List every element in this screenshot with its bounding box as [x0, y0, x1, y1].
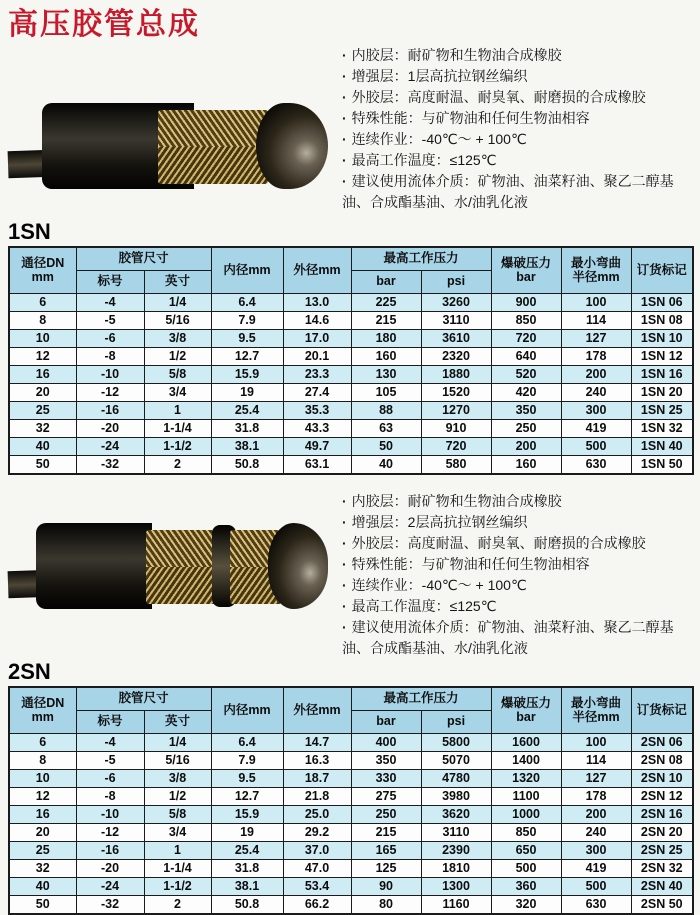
table-cell: 1	[144, 841, 211, 859]
col-header-outer-dia: 外径mm	[283, 687, 351, 734]
table-cell: 7.9	[211, 311, 283, 329]
table-cell: 6	[9, 733, 76, 751]
section-1sn	[8, 45, 692, 475]
table-cell: 1-1/4	[144, 859, 211, 877]
table-row	[9, 347, 693, 365]
table-cell: 215	[351, 823, 421, 841]
table-cell: 2320	[421, 347, 491, 365]
table-cell: 850	[491, 311, 561, 329]
table-cell: 16	[9, 805, 76, 823]
table-cell: 240	[561, 383, 631, 401]
col-header-dn: 通径DN mm	[9, 247, 76, 294]
col-header-inner-dia: 内径mm	[211, 687, 283, 734]
table-cell: 125	[351, 859, 421, 877]
table-cell: 2SN 40	[631, 877, 693, 895]
table-cell: 420	[491, 383, 561, 401]
col-header-psi: psi	[421, 710, 491, 733]
table-cell: 419	[561, 859, 631, 877]
spec-bullet: · 连续作业：-40℃～ + 100℃	[342, 129, 692, 150]
table-cell: 53.4	[283, 877, 351, 895]
col-header-bar: bar	[351, 270, 421, 293]
table-cell: 5070	[421, 751, 491, 769]
table-cell: 630	[561, 455, 631, 474]
table-cell: 225	[351, 293, 421, 311]
col-header-bend-radius: 最小弯曲 半径mm	[561, 247, 631, 294]
table-cell: 3610	[421, 329, 491, 347]
table-cell: 63	[351, 419, 421, 437]
table-row	[9, 401, 693, 419]
spec-bullets-2sn	[340, 491, 692, 659]
col-header-hose-size: 胶管尺寸	[76, 247, 211, 271]
table-cell: -4	[76, 733, 144, 751]
table-cell: 12	[9, 347, 76, 365]
table-cell: 114	[561, 751, 631, 769]
table-cell: 3110	[421, 823, 491, 841]
spec-table-2sn	[8, 686, 694, 915]
table-cell: 850	[491, 823, 561, 841]
table-row	[9, 859, 693, 877]
table-cell: 500	[491, 859, 561, 877]
table-cell: 12.7	[211, 347, 283, 365]
table-cell: -5	[76, 311, 144, 329]
table-cell: 300	[561, 841, 631, 859]
table-cell: 178	[561, 347, 631, 365]
table-cell: 38.1	[211, 437, 283, 455]
table-cell: 900	[491, 293, 561, 311]
table-cell: 330	[351, 769, 421, 787]
table-cell: 20	[9, 383, 76, 401]
table-cell: -12	[76, 383, 144, 401]
table-row	[9, 841, 693, 859]
table-cell: 12.7	[211, 787, 283, 805]
table-cell: 15.9	[211, 365, 283, 383]
table-cell: 1SN 10	[631, 329, 693, 347]
table-cell: 17.0	[283, 329, 351, 347]
col-header-dash-no: 标号	[76, 270, 144, 293]
section-label-2sn: 2SN	[8, 658, 51, 684]
table-cell: 1000	[491, 805, 561, 823]
table-cell: 650	[491, 841, 561, 859]
table-cell: 25	[9, 401, 76, 419]
table-cell: 580	[421, 455, 491, 474]
hose-outer-rubber	[36, 523, 152, 609]
table-cell: 178	[561, 787, 631, 805]
table-cell: 50	[351, 437, 421, 455]
table-cell: 520	[491, 365, 561, 383]
col-header-burst-pressure: 爆破压力 bar	[491, 687, 561, 734]
table-cell: 5/8	[144, 805, 211, 823]
table-cell: 25.0	[283, 805, 351, 823]
table-cell: 88	[351, 401, 421, 419]
table-cell: 25.4	[211, 841, 283, 859]
table-cell: 1SN 12	[631, 347, 693, 365]
table-cell: 47.0	[283, 859, 351, 877]
table-cell: 4780	[421, 769, 491, 787]
table-cell: 180	[351, 329, 421, 347]
table-cell: 630	[561, 895, 631, 914]
table-cell: 215	[351, 311, 421, 329]
col-header-outer-dia: 外径mm	[283, 247, 351, 294]
hose-illustration-1sn	[8, 81, 330, 219]
table-cell: 9.5	[211, 329, 283, 347]
table-cell: 720	[491, 329, 561, 347]
table-cell: 240	[561, 823, 631, 841]
table-cell: 640	[491, 347, 561, 365]
table-cell: 3110	[421, 311, 491, 329]
table-cell: -8	[76, 787, 144, 805]
table-cell: 1600	[491, 733, 561, 751]
spec-bullet: · 内胶层：耐矿物和生物油合成橡胶	[342, 45, 692, 66]
table-cell: 2SN 16	[631, 805, 693, 823]
spec-bullet: · 建议使用流体介质：矿物油、油菜籽油、聚乙二醇基油、合成酯基油、水/油乳化液	[342, 617, 692, 659]
table-cell: 200	[491, 437, 561, 455]
table-cell: 2SN 25	[631, 841, 693, 859]
table-cell: -6	[76, 769, 144, 787]
table-row	[9, 365, 693, 383]
table-cell: 50.8	[211, 455, 283, 474]
table-header	[9, 247, 693, 294]
table-cell: 360	[491, 877, 561, 895]
table-cell: 275	[351, 787, 421, 805]
table-cell: -20	[76, 419, 144, 437]
col-header-inch: 英寸	[144, 270, 211, 293]
spec-bullet: · 增强层：1层高抗拉钢丝编织	[342, 66, 692, 87]
table-cell: 1270	[421, 401, 491, 419]
table-cell: 35.3	[283, 401, 351, 419]
table-cell: 6	[9, 293, 76, 311]
table-cell: 1SN 06	[631, 293, 693, 311]
hose-end-cap	[256, 103, 328, 189]
table-cell: 160	[351, 347, 421, 365]
table-cell: -20	[76, 859, 144, 877]
table-cell: 12	[9, 787, 76, 805]
col-header-inch: 英寸	[144, 710, 211, 733]
table-cell: 105	[351, 383, 421, 401]
page-title: 高压胶管总成	[8, 8, 200, 41]
spec-table-1sn	[8, 246, 694, 475]
hose-photo-2sn	[8, 491, 340, 639]
table-cell: 1400	[491, 751, 561, 769]
spec-bullets-1sn	[340, 45, 692, 213]
hose-braid-layer	[158, 110, 268, 184]
table-cell: 1810	[421, 859, 491, 877]
table-cell: 500	[561, 437, 631, 455]
table-cell: -5	[76, 751, 144, 769]
table-row	[9, 733, 693, 751]
table-cell: 1300	[421, 877, 491, 895]
spec-bullet: · 特殊性能：与矿物油和任何生物油相容	[342, 108, 692, 129]
col-header-inner-dia: 内径mm	[211, 247, 283, 294]
col-header-working-pressure: 最高工作压力	[351, 687, 491, 711]
spec-bullet: · 连续作业：-40℃～ + 100℃	[342, 575, 692, 596]
table-cell: 18.7	[283, 769, 351, 787]
col-header-psi: psi	[421, 270, 491, 293]
table-cell: 127	[561, 329, 631, 347]
col-header-order-code: 订货标记	[631, 247, 693, 294]
table-cell: -8	[76, 347, 144, 365]
spec-bullet: · 外胶层：高度耐温、耐臭氧、耐磨损的合成橡胶	[342, 533, 692, 554]
table-cell: 1/4	[144, 293, 211, 311]
table-cell: 6.4	[211, 733, 283, 751]
table-cell: 5/8	[144, 365, 211, 383]
table-row	[9, 823, 693, 841]
table-row	[9, 311, 693, 329]
table-cell: 2SN 10	[631, 769, 693, 787]
table-cell: 1/4	[144, 733, 211, 751]
table-cell: 1320	[491, 769, 561, 787]
table-cell: -16	[76, 841, 144, 859]
table-cell: 43.3	[283, 419, 351, 437]
table-cell: 2SN 06	[631, 733, 693, 751]
table-cell: -10	[76, 805, 144, 823]
table-body-1sn	[9, 293, 693, 474]
table-cell: 50	[9, 895, 76, 914]
table-cell: 90	[351, 877, 421, 895]
table-cell: 20	[9, 823, 76, 841]
table-cell: 50.8	[211, 895, 283, 914]
table-row	[9, 437, 693, 455]
table-cell: 16	[9, 365, 76, 383]
table-row	[9, 787, 693, 805]
table-cell: 1SN 40	[631, 437, 693, 455]
table-cell: 2	[144, 455, 211, 474]
spec-bullet: · 最高工作温度：≤125℃	[342, 150, 692, 171]
table-cell: -10	[76, 365, 144, 383]
table-cell: 1SN 08	[631, 311, 693, 329]
section-label-1sn: 1SN	[8, 218, 51, 244]
table-cell: 300	[561, 401, 631, 419]
spec-bullet: · 最高工作温度：≤125℃	[342, 596, 692, 617]
spec-bullet: · 内胶层：耐矿物和生物油合成橡胶	[342, 491, 692, 512]
table-cell: 720	[421, 437, 491, 455]
table-cell: 25	[9, 841, 76, 859]
table-cell: 1SN 25	[631, 401, 693, 419]
table-cell: 910	[421, 419, 491, 437]
col-header-working-pressure: 最高工作压力	[351, 247, 491, 271]
table-cell: 80	[351, 895, 421, 914]
spec-bullet: · 特殊性能：与矿物油和任何生物油相容	[342, 554, 692, 575]
table-row	[9, 383, 693, 401]
table-cell: 320	[491, 895, 561, 914]
hose-photo-1sn	[8, 45, 340, 219]
table-cell: 1/2	[144, 787, 211, 805]
table-cell: 419	[561, 419, 631, 437]
table-row	[9, 329, 693, 347]
table-row	[9, 751, 693, 769]
table-cell: 29.2	[283, 823, 351, 841]
table-cell: -6	[76, 329, 144, 347]
table-cell: 400	[351, 733, 421, 751]
spec-bullet-list	[342, 45, 692, 213]
table-cell: 1-1/4	[144, 419, 211, 437]
table-cell: 250	[351, 805, 421, 823]
table-cell: 1-1/2	[144, 437, 211, 455]
table-cell: 127	[561, 769, 631, 787]
table-cell: 13.0	[283, 293, 351, 311]
table-cell: 2	[144, 895, 211, 914]
col-header-dn: 通径DN mm	[9, 687, 76, 734]
hose-illustration-2sn	[8, 501, 330, 639]
table-cell: 1100	[491, 787, 561, 805]
table-cell: 1/2	[144, 347, 211, 365]
table-cell: 38.1	[211, 877, 283, 895]
table-cell: 8	[9, 751, 76, 769]
table-cell: 14.7	[283, 733, 351, 751]
table-cell: 19	[211, 383, 283, 401]
spec-bullet: · 增强层：2层高抗拉钢丝编织	[342, 512, 692, 533]
table-cell: 2SN 50	[631, 895, 693, 914]
spec-bullet: · 外胶层：高度耐温、耐臭氧、耐磨损的合成橡胶	[342, 87, 692, 108]
table-cell: 2SN 20	[631, 823, 693, 841]
table-cell: -4	[76, 293, 144, 311]
table-cell: 1	[144, 401, 211, 419]
table-cell: 49.7	[283, 437, 351, 455]
table-cell: 31.8	[211, 419, 283, 437]
table-cell: 7.9	[211, 751, 283, 769]
table-cell: 31.8	[211, 859, 283, 877]
table-cell: 1520	[421, 383, 491, 401]
table-cell: 100	[561, 293, 631, 311]
table-cell: 10	[9, 329, 76, 347]
table-cell: 1SN 16	[631, 365, 693, 383]
table-cell: 2SN 32	[631, 859, 693, 877]
table-cell: 1SN 20	[631, 383, 693, 401]
table-cell: 63.1	[283, 455, 351, 474]
table-cell: -12	[76, 823, 144, 841]
table-cell: 3/8	[144, 329, 211, 347]
col-header-hose-size: 胶管尺寸	[76, 687, 211, 711]
table-cell: -16	[76, 401, 144, 419]
table-row	[9, 455, 693, 474]
table-row	[9, 293, 693, 311]
table-cell: 40	[351, 455, 421, 474]
table-cell: 3/4	[144, 383, 211, 401]
table-cell: 5800	[421, 733, 491, 751]
table-cell: -24	[76, 877, 144, 895]
col-header-bar: bar	[351, 710, 421, 733]
table-cell: 350	[351, 751, 421, 769]
spec-bullet: · 建议使用流体介质：矿物油、油菜籽油、聚乙二醇基油、合成酯基油、水/油乳化液	[342, 171, 692, 213]
table-cell: -24	[76, 437, 144, 455]
table-cell: 40	[9, 437, 76, 455]
table-cell: 500	[561, 877, 631, 895]
table-cell: 21.8	[283, 787, 351, 805]
table-cell: 5/16	[144, 751, 211, 769]
table-cell: 50	[9, 455, 76, 474]
col-header-burst-pressure: 爆破压力 bar	[491, 247, 561, 294]
table-cell: 1-1/2	[144, 877, 211, 895]
col-header-order-code: 订货标记	[631, 687, 693, 734]
spec-bullet-list	[342, 491, 692, 659]
table-cell: 66.2	[283, 895, 351, 914]
table-row	[9, 877, 693, 895]
table-cell: 32	[9, 419, 76, 437]
table-cell: 100	[561, 733, 631, 751]
table-cell: 10	[9, 769, 76, 787]
table-cell: 16.3	[283, 751, 351, 769]
table-cell: 200	[561, 805, 631, 823]
table-cell: 9.5	[211, 769, 283, 787]
table-cell: 25.4	[211, 401, 283, 419]
table-cell: 1160	[421, 895, 491, 914]
table-cell: 37.0	[283, 841, 351, 859]
table-cell: 32	[9, 859, 76, 877]
table-cell: 250	[491, 419, 561, 437]
table-cell: 1SN 50	[631, 455, 693, 474]
table-cell: 1SN 32	[631, 419, 693, 437]
table-cell: 3260	[421, 293, 491, 311]
table-cell: 23.3	[283, 365, 351, 383]
table-cell: 114	[561, 311, 631, 329]
col-header-bend-radius: 最小弯曲 半径mm	[561, 687, 631, 734]
table-cell: 27.4	[283, 383, 351, 401]
table-cell: 2SN 08	[631, 751, 693, 769]
section-2sn	[8, 491, 692, 915]
table-body-2sn	[9, 733, 693, 914]
col-header-dash-no: 标号	[76, 710, 144, 733]
table-cell: 200	[561, 365, 631, 383]
table-cell: 19	[211, 823, 283, 841]
table-cell: 2390	[421, 841, 491, 859]
table-header	[9, 687, 693, 734]
table-cell: 1880	[421, 365, 491, 383]
hose-braid-layer-1	[146, 530, 218, 604]
table-row	[9, 419, 693, 437]
table-cell: 350	[491, 401, 561, 419]
table-cell: 20.1	[283, 347, 351, 365]
table-cell: 8	[9, 311, 76, 329]
table-cell: 3980	[421, 787, 491, 805]
table-row	[9, 895, 693, 914]
table-cell: 14.6	[283, 311, 351, 329]
table-cell: 5/16	[144, 311, 211, 329]
table-cell: 160	[491, 455, 561, 474]
table-cell: 3/8	[144, 769, 211, 787]
hose-end-cap	[268, 523, 328, 609]
table-cell: 3/4	[144, 823, 211, 841]
table-cell: 6.4	[211, 293, 283, 311]
table-cell: -32	[76, 455, 144, 474]
table-cell: 3620	[421, 805, 491, 823]
table-cell: 15.9	[211, 805, 283, 823]
table-cell: 165	[351, 841, 421, 859]
table-cell: 40	[9, 877, 76, 895]
table-row	[9, 805, 693, 823]
table-cell: -32	[76, 895, 144, 914]
table-cell: 130	[351, 365, 421, 383]
table-row	[9, 769, 693, 787]
table-cell: 2SN 12	[631, 787, 693, 805]
